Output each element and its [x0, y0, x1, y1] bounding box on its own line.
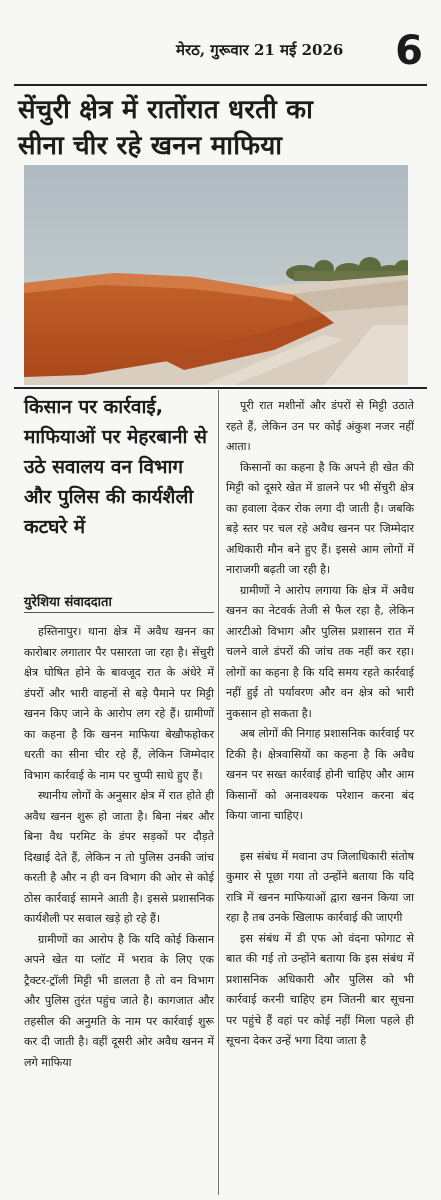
paragraph: पूरी रात मशीनों और डंपरों से मिट्टी उठाते रहते हैं, लेकिन उन पर कोई अंकुश नजर नहीं आता।	[226, 399, 414, 453]
headline-line-2: सीना चीर रहे खनन माफिया	[18, 131, 283, 161]
article-column-1	[24, 622, 214, 1073]
paragraph: किसानों का कहना है कि अपने ही खेत की मिट्टी को दूसरे खेत में डालने पर भी सेंचुरी क्षेत्र का हवाला देकर रोक लगा दी जाती है। जबकि बड़े स्तर पर चल रहे अवैध खनन पर जिम्मेदार अधिकारी मौन बने हुए हैं। इससे आम लोगों में नाराजगी बढ़ती जा रही है।	[226, 460, 414, 576]
header-rule	[14, 84, 427, 86]
page-number: 6	[395, 28, 423, 74]
paragraph: हस्तिनापुर। थाना क्षेत्र में अवैध खनन का कारोबार लगातार पैर पसारता जा रहा है। सेंचुरी क्षेत्र घोषित होने के बावजूद रात के अंधेरे में डंपरों और भारी वाहनों से बड़े पैमाने पर मिट्टी खनन किए जाने के आरोप लग रहे हैं। ग्रामीणों का कहना है कि खनन माफिया बेखौफहोकर धरती का सीना चीर रहे हैं, लेकिन जिम्मेदार विभाग कार्रवाई के नाम पर चुप्पी साधे हुए हैं।	[24, 625, 214, 782]
column-divider	[218, 390, 219, 1195]
paragraph: ग्रामीणों ने आरोप लगाया कि क्षेत्र में अवैध खनन का नेटवर्क तेजी से फैल रहा है, लेकिन आरटीओ विभाग और पुलिस प्रशासन रात में चलने वाले डंपरों की जांच तक नहीं कर रहा। लोगों का कहना है कि यदि समय रहते कार्रवाई नहीं हुई तो पर्यावरण और वन क्षेत्र को भारी नुकसान हो सकता है।	[226, 583, 414, 720]
paragraph: अब लोगों की निगाह प्रशासनिक कार्रवाई पर टिकी है। क्षेत्रवासियों का कहना है कि अवैध खनन पर सख्त कार्रवाई होनी चाहिए और आम किसानों को अनावश्यक परेशान करना बंद किया जाना चाहिए।	[226, 727, 414, 822]
photo-rule	[14, 387, 427, 389]
page-header	[0, 0, 441, 85]
mining-site-photo	[24, 165, 408, 385]
dateline: मेरठ, गुरूवार 21 मई 2026	[176, 41, 344, 59]
byline: युरेशिया संवाददाता	[24, 595, 112, 610]
paragraph: इस संबंध में मवाना उप जिलाधिकारी संतोष कुमार से पूछा गया तो उन्होंने बताया कि यदि रात्रि में खनन माफियाओं द्वारा खनन किया जा रहा है तब उनके खिलाफ कार्रवाई की जाएगी	[226, 849, 414, 924]
paragraph: ग्रामीणों का आरोप है कि यदि कोई किसान अपने खेत या प्लॉट में भराव के लिए एक ट्रैक्टर-ट्रॉली मिट्टी भी डालता है तो वन विभाग और पुलिस तुरंत पहुंच जाते है। कागजात और तहसील की अनुमति के नाम पर कार्रवाई शुरू कर दी जाती है। वहीं दूसरी ओर अवैध खनन में लगे माफिया	[24, 932, 214, 1069]
article-column-2	[226, 396, 414, 1052]
subheadline: किसान पर कार्रवाई, माफियाओं पर मेहरबानी से उठे सवालय वन विभाग और पुलिस की कार्यशैली कटघरे में	[24, 396, 207, 538]
headline	[18, 92, 423, 164]
byline-rule	[24, 612, 214, 613]
headline-line-1: सेंचुरी क्षेत्र में रातोंरात धरती का	[18, 95, 314, 125]
paragraph: स्थानीय लोगों के अनुसार क्षेत्र में रात होते ही अवैध खनन शुरू हो जाता है। बिना नंबर और बिना वैध परमिट के डंपर सड़कों पर दौड़ते दिखाई देते हैं, लेकिन न तो पुलिस उनकी जांच करती है और न ही वन विभाग की ओर से कोई ठोस कार्रवाई सामने आती है। इससे प्रशासनिक कार्यशैली पर सवाल खड़े हो रहे हैं।	[24, 789, 214, 925]
paragraph: इस संबंध में डी एफ ओ वंदना फोगाट से बात की गई तो उन्होंने बताया कि इस संबंध में प्रशासनिक अधिकारी और पुलिस को भी कार्रवाई करनी चाहिए हम जितनी बार सूचना पर पहुंचे हैं वहां पर कोई नहीं मिला पहले ही सूचना देकर उन्हें भगा दिया जाता है	[226, 931, 414, 1047]
news-photo	[24, 165, 408, 385]
